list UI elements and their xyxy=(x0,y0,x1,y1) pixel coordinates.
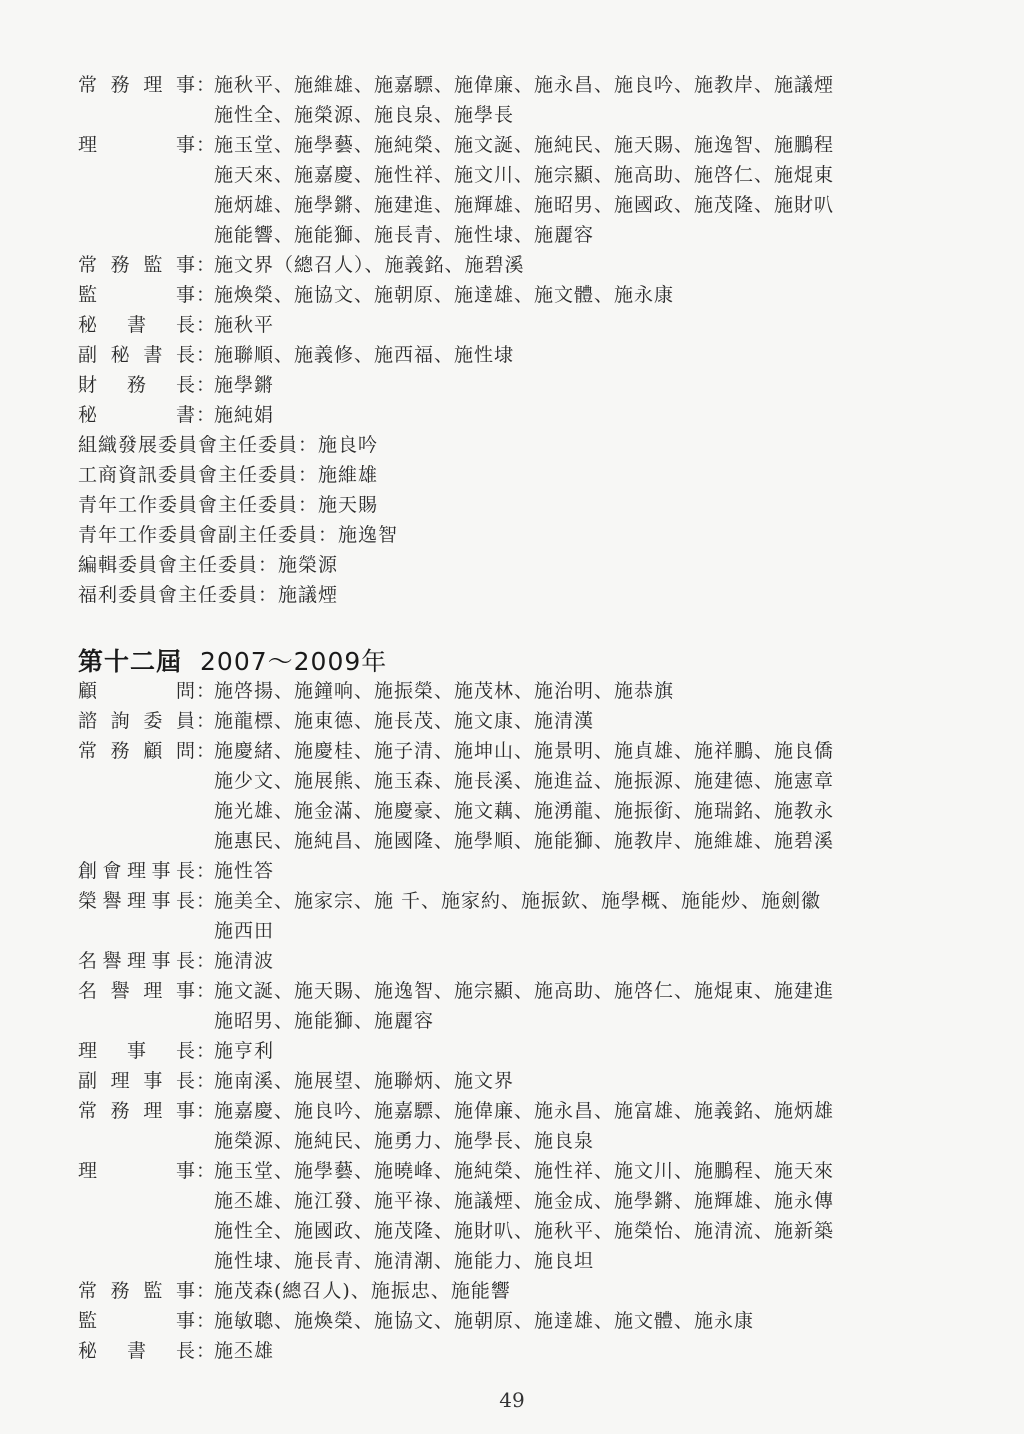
role-label: 常 務 監 事 xyxy=(78,254,196,276)
role-label: 副 秘 書 長 xyxy=(78,344,196,366)
role-label: 理 事 xyxy=(78,1160,196,1182)
names-line: 施亨利 xyxy=(214,1040,275,1062)
colon: ： xyxy=(196,1310,217,1332)
colon: ： xyxy=(196,860,217,882)
section-heading xyxy=(78,642,387,678)
colon: ： xyxy=(196,344,217,366)
roster-row xyxy=(78,280,958,310)
role-label: 理 事 xyxy=(78,134,196,156)
role-label: 常 務 顧 問 xyxy=(78,740,196,762)
member-names xyxy=(214,340,958,370)
names-line: 施秋平 xyxy=(214,314,275,336)
member-names xyxy=(214,1036,958,1066)
section-11th-board xyxy=(78,70,958,610)
role-label: 秘 書 xyxy=(78,404,196,426)
names-line: 施學鏘 xyxy=(214,374,275,396)
roster-row xyxy=(78,706,958,736)
colon: ： xyxy=(196,950,217,972)
names-line: 施丕雄、施江發、施平祿、施議煙、施金成、施學鏘、施輝雄、施永傳 xyxy=(214,1190,835,1212)
names-line: 施文誕、施天賜、施逸智、施宗顯、施高助、施啓仁、施焜東、施建進 xyxy=(214,980,835,1002)
roster-row xyxy=(78,130,958,250)
roster-row xyxy=(78,676,958,706)
member-names xyxy=(214,280,958,310)
page-number: 49 xyxy=(499,1388,525,1412)
colon: ： xyxy=(196,254,217,276)
colon: ： xyxy=(196,314,217,336)
colon: ： xyxy=(196,980,217,1002)
roster-row xyxy=(78,1036,958,1066)
member-names xyxy=(214,676,958,706)
roster-row xyxy=(78,886,958,946)
member-names xyxy=(214,130,958,250)
role-label: 名 譽 理 事 長 xyxy=(78,950,196,972)
names-line: 施性埭、施長青、施清潮、施能力、施良坦 xyxy=(214,1250,595,1272)
names-line: 施秋平、施維雄、施嘉驃、施偉廉、施永昌、施良吟、施教岸、施議煙 xyxy=(214,74,835,96)
roster-row xyxy=(78,1336,958,1366)
names-line: 施能響、施能獅、施長青、施性埭、施麗容 xyxy=(214,224,595,246)
colon: ： xyxy=(196,1070,217,1092)
names-line: 施天來、施嘉慶、施性祥、施文川、施宗顯、施高助、施啓仁、施焜東 xyxy=(214,164,835,186)
names-line: 施美全、施家宗、施 千、施家約、施振欽、施學概、施能炒、施劍徽 xyxy=(214,890,822,912)
colon: ： xyxy=(196,710,217,732)
names-line: 施純娟 xyxy=(214,404,275,426)
names-line: 施性全、施國政、施茂隆、施財叭、施秋平、施榮怡、施清流、施新築 xyxy=(214,1220,835,1242)
section-12th-board xyxy=(78,676,958,1366)
role-label: 常 務 理 事 xyxy=(78,74,196,96)
names-line: 施茂森(總召人)、施振忠、施能響 xyxy=(214,1280,511,1302)
role-label: 創 會 理 事 長 xyxy=(78,860,196,882)
member-names xyxy=(214,250,958,280)
member-names xyxy=(214,1306,958,1336)
names-line: 施榮源、施純民、施勇力、施學長、施良泉 xyxy=(214,1130,595,1152)
colon: ： xyxy=(196,740,217,762)
names-line: 施清波 xyxy=(214,950,275,972)
committee-row: 工商資訊委員會主任委員：施維雄 xyxy=(78,464,379,486)
names-line: 施聯順、施義修、施西福、施性埭 xyxy=(214,344,515,366)
member-names xyxy=(214,1066,958,1096)
roster-row xyxy=(78,1096,958,1156)
colon: ： xyxy=(196,1040,217,1062)
names-line: 施煥榮、施協文、施朝原、施達雄、施文體、施永康 xyxy=(214,284,675,306)
names-line: 施慶緒、施慶桂、施子清、施坤山、施景明、施貞雄、施祥鵬、施良僑 xyxy=(214,740,835,762)
term-years: 2007～2009年 xyxy=(200,647,388,676)
names-line: 施嘉慶、施良吟、施嘉驃、施偉廉、施永昌、施富雄、施義銘、施炳雄 xyxy=(214,1100,835,1122)
colon: ： xyxy=(196,1340,217,1362)
role-label: 副 理 事 長 xyxy=(78,1070,196,1092)
names-line: 施炳雄、施學鏘、施建進、施輝雄、施昭男、施國政、施茂隆、施財叭 xyxy=(214,194,835,216)
member-names xyxy=(214,70,958,130)
role-label: 監 事 xyxy=(78,1310,196,1332)
colon: ： xyxy=(196,1100,217,1122)
roster-row xyxy=(78,946,958,976)
names-line: 施南溪、施展望、施聯炳、施文界 xyxy=(214,1070,515,1092)
names-line: 施少文、施展熊、施玉森、施長溪、施進益、施振源、施建德、施憲章 xyxy=(214,770,835,792)
roster-row xyxy=(78,1066,958,1096)
committee-row: 福利委員會主任委員：施議煙 xyxy=(78,584,339,606)
names-line: 施玉堂、施學藝、施曉峰、施純榮、施性祥、施文川、施鵬程、施天來 xyxy=(214,1160,835,1182)
member-names xyxy=(214,976,958,1036)
role-label: 秘 書 長 xyxy=(78,314,196,336)
names-line: 施啓揚、施鐘响、施振榮、施茂林、施治明、施恭旗 xyxy=(214,680,675,702)
roster-row xyxy=(78,250,958,280)
committee-row: 編輯委員會主任委員：施榮源 xyxy=(78,554,339,576)
member-names xyxy=(214,1096,958,1156)
member-names xyxy=(214,706,958,736)
member-names xyxy=(214,736,958,856)
role-label: 財 務 長 xyxy=(78,374,196,396)
roster-row xyxy=(78,70,958,130)
names-line: 施性全、施榮源、施良泉、施學長 xyxy=(214,104,515,126)
roster-row xyxy=(78,1156,958,1276)
role-label: 常 務 理 事 xyxy=(78,1100,196,1122)
role-label: 諮 詢 委 員 xyxy=(78,710,196,732)
names-line: 施玉堂、施學藝、施純榮、施文誕、施純民、施天賜、施逸智、施鵬程 xyxy=(214,134,835,156)
roster-b xyxy=(78,676,958,1366)
colon: ： xyxy=(196,680,217,702)
roster-row xyxy=(78,310,958,340)
names-line: 施敏聰、施煥榮、施協文、施朝原、施達雄、施文體、施永康 xyxy=(214,1310,755,1332)
names-line: 施西田 xyxy=(214,920,275,942)
committee-list xyxy=(78,430,958,610)
committee-row: 青年工作委員會副主任委員：施逸智 xyxy=(78,524,399,546)
names-line: 施文界（總召人）、施義銘、施碧溪 xyxy=(214,254,525,276)
member-names xyxy=(214,400,958,430)
colon: ： xyxy=(196,1280,217,1302)
names-line: 施惠民、施純昌、施國隆、施學順、施能獅、施教岸、施維雄、施碧溪 xyxy=(214,830,835,852)
roster-row xyxy=(78,1276,958,1306)
colon: ： xyxy=(196,74,217,96)
colon: ： xyxy=(196,404,217,426)
role-label: 秘 書 長 xyxy=(78,1340,196,1362)
role-label: 名 譽 理 事 xyxy=(78,980,196,1002)
names-line: 施性答 xyxy=(214,860,275,882)
roster-row xyxy=(78,400,958,430)
names-line: 施昭男、施能獅、施麗容 xyxy=(214,1010,435,1032)
committee-row: 青年工作委員會主任委員：施天賜 xyxy=(78,494,379,516)
member-names xyxy=(214,370,958,400)
role-label: 顧 問 xyxy=(78,680,196,702)
roster-a xyxy=(78,70,958,430)
member-names xyxy=(214,946,958,976)
names-line: 施丕雄 xyxy=(214,1340,275,1362)
roster-row xyxy=(78,736,958,856)
roster-row xyxy=(78,976,958,1036)
member-names xyxy=(214,1276,958,1306)
roster-row xyxy=(78,340,958,370)
names-line: 施龍標、施東德、施長茂、施文康、施清漢 xyxy=(214,710,595,732)
colon: ： xyxy=(196,134,217,156)
role-label: 監 事 xyxy=(78,284,196,306)
roster-row xyxy=(78,370,958,400)
member-names xyxy=(214,856,958,886)
role-label: 常 務 監 事 xyxy=(78,1280,196,1302)
role-label: 理 事 長 xyxy=(78,1040,196,1062)
role-label: 榮 譽 理 事 長 xyxy=(78,890,196,912)
committee-row: 組織發展委員會主任委員：施良吟 xyxy=(78,434,379,456)
term-title: 第十二屆 xyxy=(78,647,183,676)
member-names xyxy=(214,1156,958,1276)
roster-row xyxy=(78,1306,958,1336)
member-names xyxy=(214,886,958,946)
member-names xyxy=(214,1336,958,1366)
names-line: 施光雄、施金滿、施慶豪、施文藕、施湧龍、施振銜、施瑞銘、施教永 xyxy=(214,800,835,822)
colon: ： xyxy=(196,890,217,912)
colon: ： xyxy=(196,374,217,396)
roster-row xyxy=(78,856,958,886)
colon: ： xyxy=(196,1160,217,1182)
colon: ： xyxy=(196,284,217,306)
member-names xyxy=(214,310,958,340)
